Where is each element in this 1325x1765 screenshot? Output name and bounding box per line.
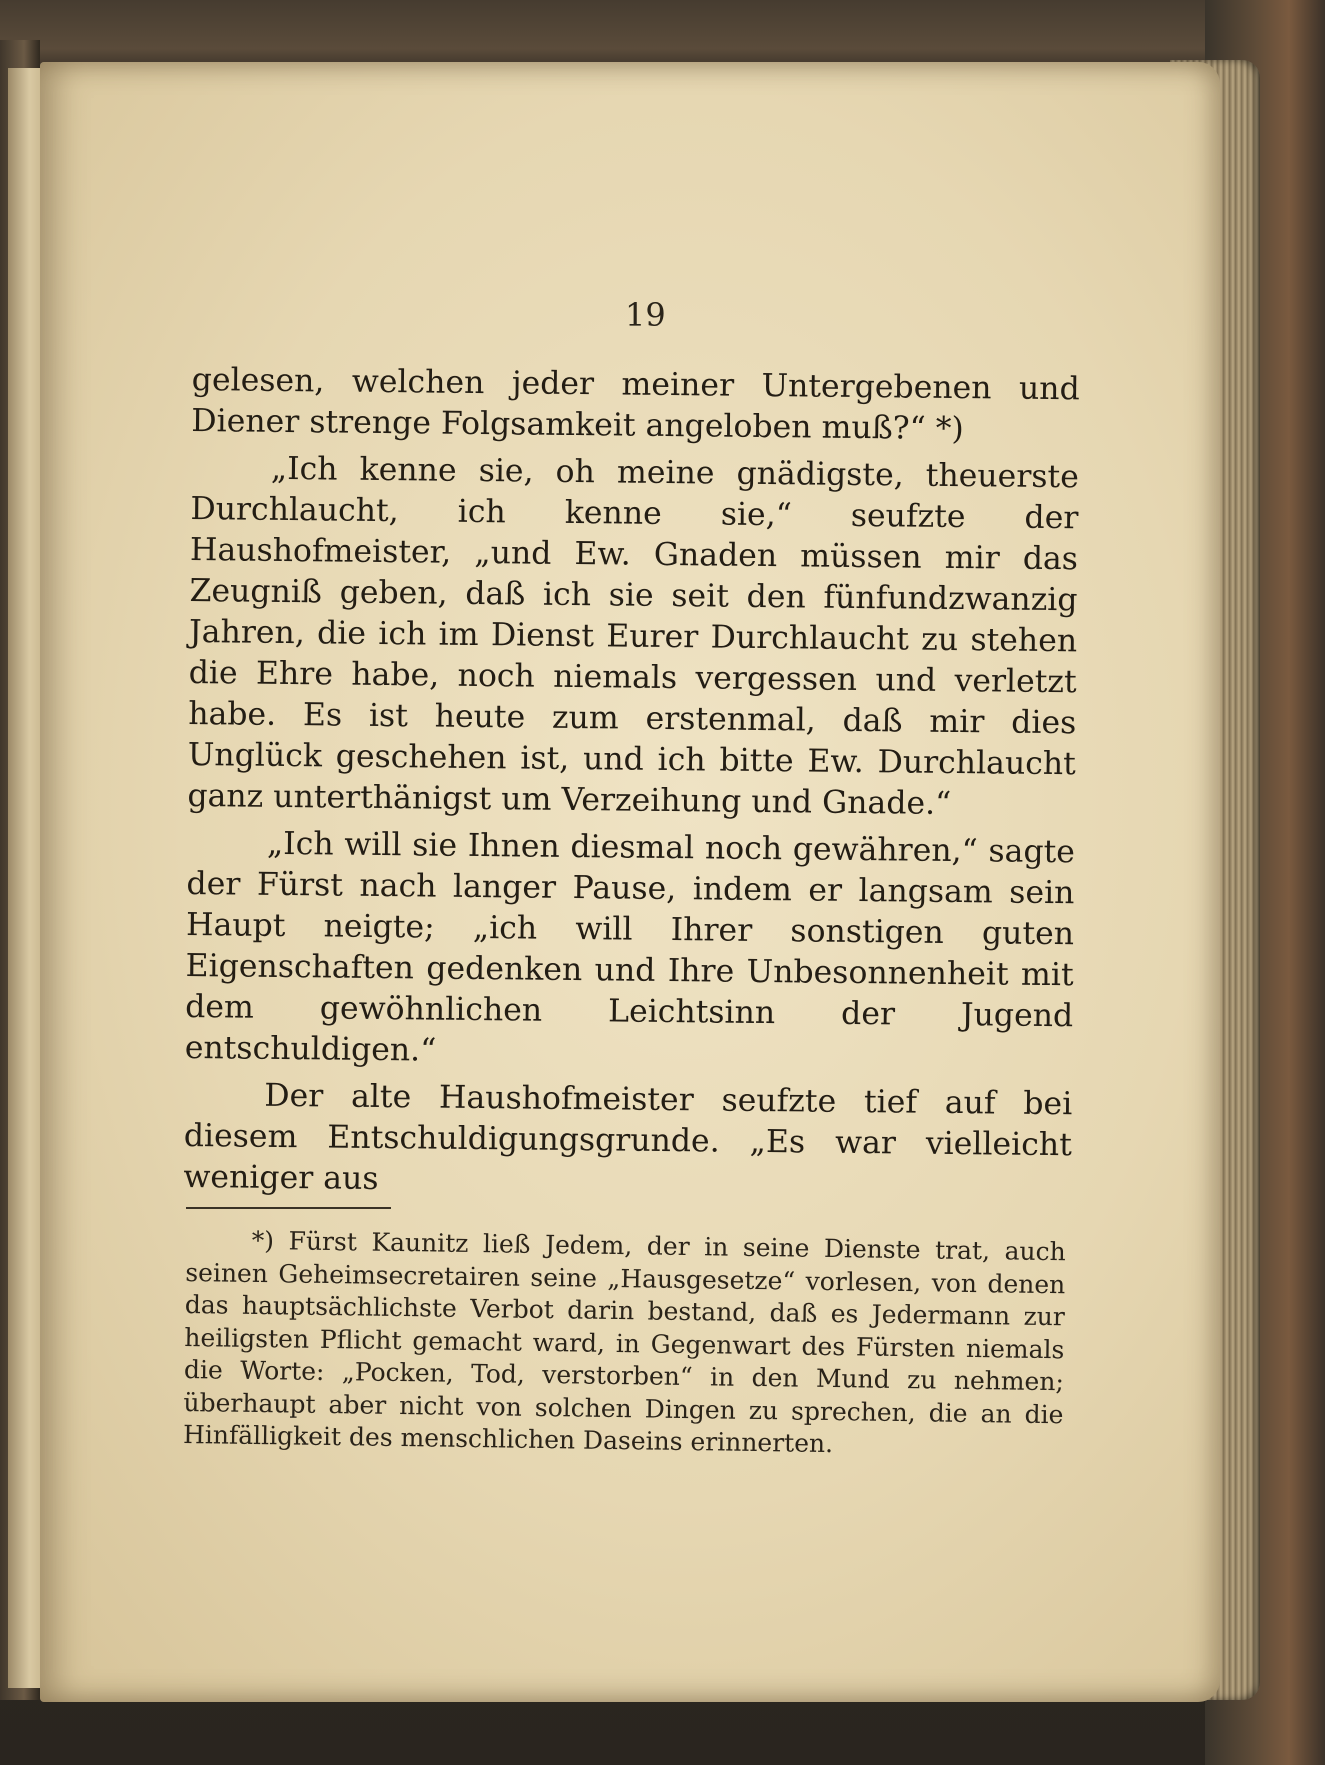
paragraph-haushofmeister-reply: „Ich kenne sie, oh meine gnädigste, theuerste Durchlaucht, ich kenne sie,“ seufzte der Haushofmeister, „und Ew. Gnaden müssen mir das Zeugniß geben, daß ich sie seit den fünfundzwanzig Jahren, die ich im Dienst Eurer Durchlaucht zu stehen die Ehre habe, noch niemals vergessen und verletzt habe. Es ist heute zum erstenmal, daß mir dies Unglück geschehen ist, und ich bitte Ew. Durchlaucht ganz unterthänigst um Verzeihung und Gnade.“ <box>187 450 1080 822</box>
footnote-divider <box>186 1207 391 1209</box>
book-cover-top-edge <box>0 0 1325 70</box>
page-number: 19 <box>625 296 666 334</box>
book-page <box>40 62 1220 1702</box>
paragraph-fuerst-reply: „Ich will sie Ihnen diesmal noch gewähren,“ sagte der Fürst nach langer Pause, indem er langsam sein Haupt neigte; „ich will Ihrer sonstigen guten Eigenschaften gedenken und Ihre Unbesonnenheit mit dem gewöhnlichen Leichtsinn der Jugend entschuldigen.“ <box>184 825 1076 1069</box>
footnote-text: *) Fürst Kaunitz ließ Jedem, der in seine Dienste trat, auch seinen Geheimsecretairen seine „Hausgesetze“ vorlesen, von denen das hauptsächlichste Verbot darin bestand, daß es Jedermann zur heiligsten Pflicht gemacht ward, in Gegenwart des Fürsten niemals die Worte: „Pocken, Tod, verstorben“ in den Mund zu nehmen; überhaupt aber nicht von solchen Dingen zu sprechen, die an die Hinfälligkeit des menschlichen Daseins erinnerten. <box>182 1225 1066 1459</box>
footnote <box>183 1224 1066 1464</box>
facing-page-edge <box>8 68 44 1688</box>
paragraph-narration: Der alte Haushofmeister seufzte tief auf bei diesem Entschuldigungsgrunde. „Es war vielleicht weniger aus <box>183 1077 1073 1197</box>
main-text <box>183 360 1080 1213</box>
paragraph-continuation: gelesen, welchen jeder meiner Untergebenen und Diener strenge Folgsamkeit angeloben muß?“ *) <box>191 361 1080 448</box>
